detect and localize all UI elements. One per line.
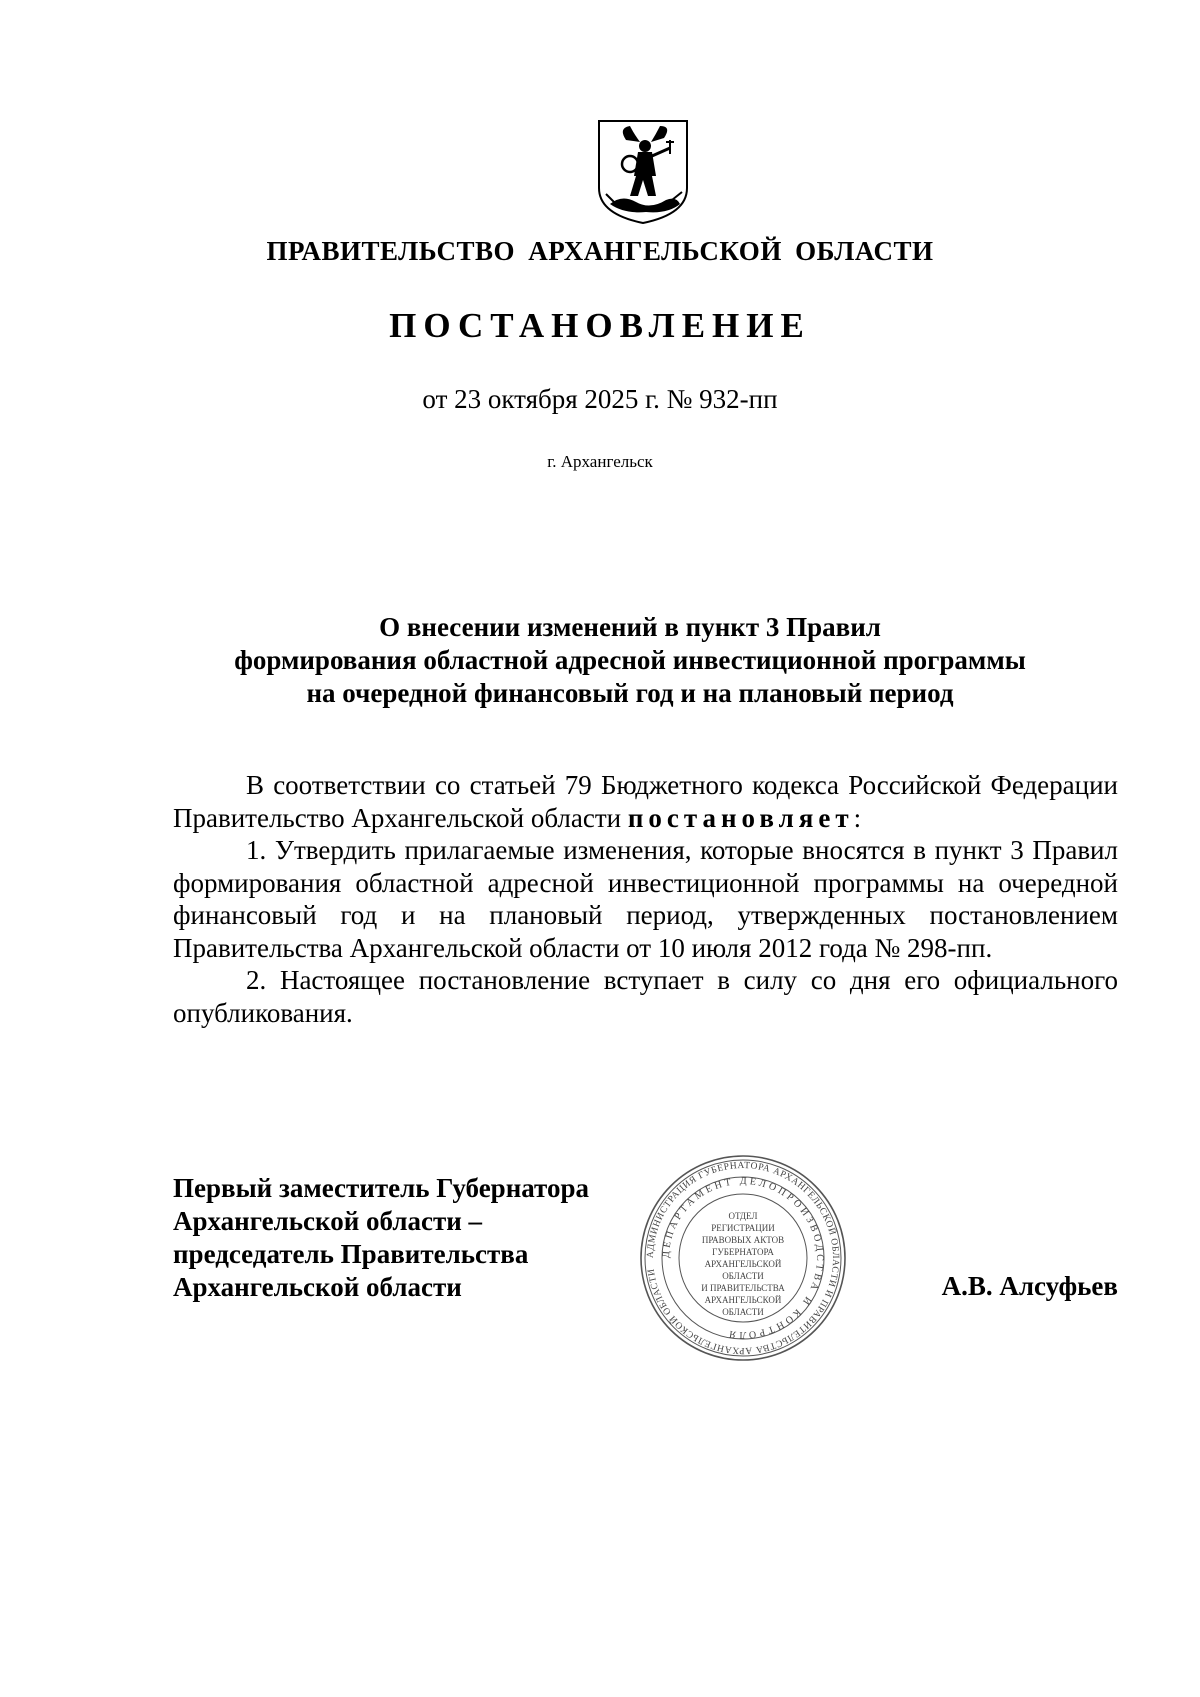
stamp-outer-text: АДМИНИСТРАЦИЯ ГУБЕРНАТОРА АРХАНГЕЛЬСКОЙ ОБЛАСТИ И ПРАВИТЕЛЬСТВА АРХАНГЕЛЬСКОЙ ОБЛАСТИ — [645, 1160, 841, 1356]
preamble-paragraph — [173, 769, 1118, 834]
document-type: ПОСТАНОВЛЕНИЕ — [389, 306, 811, 345]
official-stamp-icon — [638, 1153, 848, 1363]
stamp-center-line: ОБЛАСТИ — [722, 1307, 764, 1317]
stamp-center-line: ОБЛАСТИ — [722, 1271, 764, 1281]
stamp-center-line: АРХАНГЕЛЬСКОЙ — [704, 1295, 782, 1305]
stamp-center-line: АРХАНГЕЛЬСКОЙ — [704, 1259, 782, 1269]
preamble-end: : — [853, 802, 862, 833]
document-body — [173, 769, 1118, 1029]
signer-position-line: председатель Правительства — [173, 1239, 529, 1269]
document-city: г. Архангельск — [547, 452, 653, 471]
signer-position-line: Архангельской области — [173, 1272, 462, 1302]
document-date-number: от 23 октября 2025 г. № 932-пп — [422, 384, 778, 414]
stamp-center-line: РЕГИСТРАЦИИ — [711, 1223, 775, 1233]
stamp-center-line: ПРАВОВЫХ АКТОВ — [701, 1235, 785, 1245]
subject-line: формирования областной адресной инвестиционной программы — [234, 645, 1026, 675]
signer-position-line: Первый заместитель Губернатора — [173, 1173, 589, 1203]
stamp-center-line: ГУБЕРНАТОРА — [712, 1247, 774, 1257]
subject-line: О внесении изменений в пункт 3 Правил — [379, 612, 881, 642]
stamp-inner-text: ДЕПАРТАМЕНТ ДЕЛОПРОИЗВОДСТВА И КОНТРОЛЯ — [660, 1175, 826, 1341]
government-title: ПРАВИТЕЛЬСТВО АРХАНГЕЛЬСКОЙ ОБЛАСТИ — [266, 236, 934, 266]
coat-of-arms-icon — [596, 118, 690, 226]
signer-position-line: Архангельской области – — [173, 1206, 483, 1236]
subject-line: на очередной финансовый год и на плановый период — [306, 678, 954, 708]
clause-2: 2. Настоящее постановление вступает в силу со дня его официального опубликования. — [173, 965, 1118, 1028]
stamp-center-line: ОТДЕЛ — [728, 1211, 758, 1221]
clause-1: 1. Утвердить прилагаемые изменения, которые вносятся в пункт 3 Правил формирования областной адресной инвестиционной программы на очередной финансовый год и на плановый период, утвержденных постановлением Правительства Архангельской области от 10 июля 2012 года № 298-пп. — [173, 835, 1118, 963]
signer-name: А.В. Алсуфьев — [941, 1271, 1118, 1301]
stamp-center-line: И ПРАВИТЕЛЬСТВА — [701, 1283, 785, 1293]
resolves-keyword: постановляет — [627, 802, 854, 833]
preamble-text: В соответствии со статьей 79 Бюджетного кодекса Российской Федерации Правительство Архангельской области — [173, 770, 1118, 833]
svg-text:АДМИНИСТРАЦИЯ ГУБЕРНАТОРА АРХА — [646, 1161, 840, 1355]
signer-position — [173, 1172, 589, 1304]
document-subject — [180, 611, 1080, 710]
